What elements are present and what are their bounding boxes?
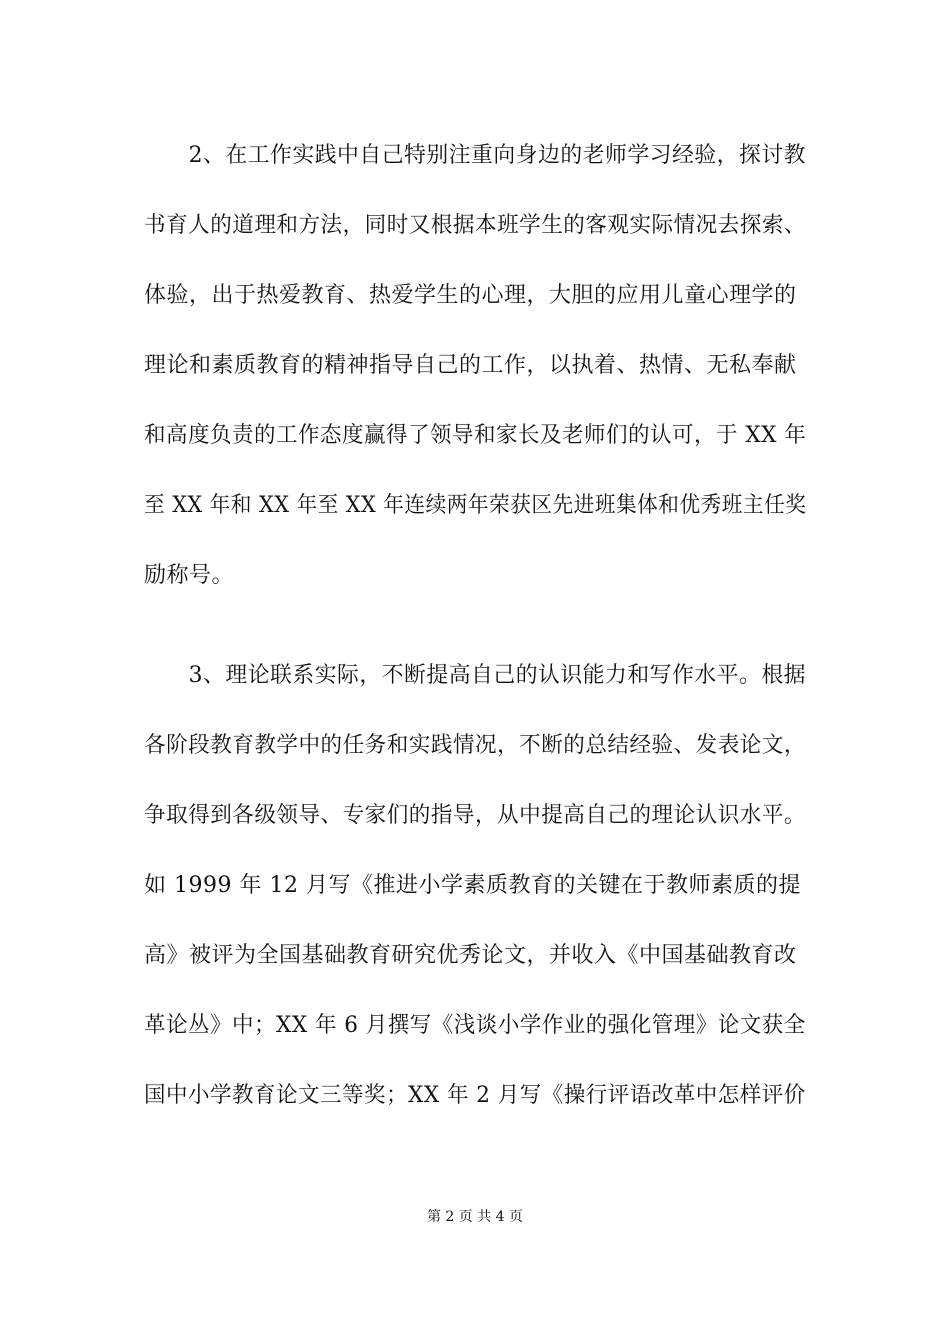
text-line: 书育人的道理和方法，同时又根据本班学生的客观实际情况去探索、: [144, 213, 807, 238]
text-line: 争取得到各级领导、专家们的指导，从中提高自己的理论认识水平。: [144, 803, 807, 828]
text-line: 2、在工作实践中自己特别注重向身边的老师学习经验，探讨教: [144, 143, 806, 168]
text-line: 至 XX 年和 XX 年至 XX 年连续两年荣获区先进班集体和优秀班主任奖: [144, 493, 807, 518]
text-line: 如 1999 年 12 月写《推进小学素质教育的关键在于教师素质的提: [144, 873, 801, 898]
text-line: 高》被评为全国基础教育研究优秀论文，并收入《中国基础教育改: [144, 943, 797, 968]
text-line: 各阶段教育教学中的任务和实践情况，不断的总结经验、发表论文，: [144, 733, 807, 758]
page-number-footer: 第 2 页 共 4 页: [426, 1209, 524, 1225]
text-line: 和高度负责的工作态度赢得了领导和家长及老师们的认可，于 XX 年: [144, 423, 807, 448]
text-line: 体验，出于热爱教育、热爱学生的心理，大胆的应用儿童心理学的: [144, 283, 797, 308]
text-line: 励称号。: [144, 563, 235, 588]
text-line: 3、理论联系实际，不断提高自己的认识能力和写作水平。根据: [144, 663, 806, 688]
text-line: 理论和素质教育的精神指导自己的工作，以执着、热情、无私奉献: [144, 353, 797, 378]
text-line: 国中小学教育论文三等奖；XX 年 2 月写《操行评语改革中怎样评价: [144, 1083, 806, 1108]
text-line: 革论丛》中；XX 年 6 月撰写《浅谈小学作业的强化管理》论文获全: [144, 1013, 806, 1038]
